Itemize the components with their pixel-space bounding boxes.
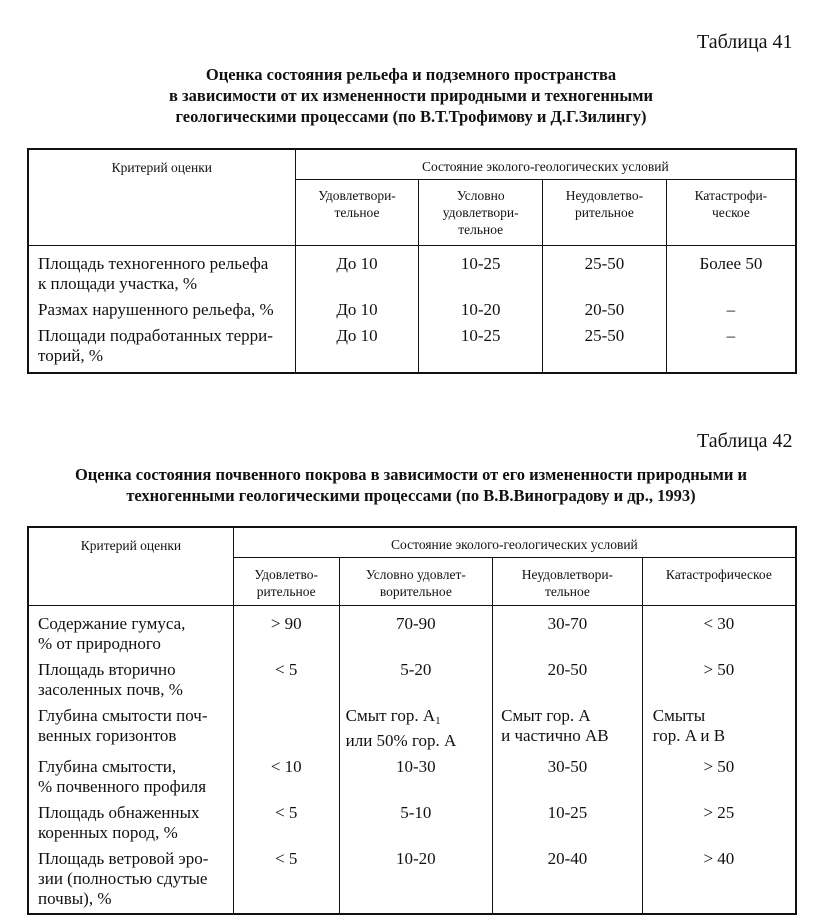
table-cell: 10-20 <box>339 843 493 914</box>
table-cell: 10-25 <box>419 246 543 295</box>
criterion-header: Критерий оценки <box>28 149 295 246</box>
table-cell: > 50 <box>642 654 796 700</box>
table-41-title-line-2: в зависимости от их измененности природными и техногенными <box>169 86 653 105</box>
table-cell: < 5 <box>233 654 339 700</box>
table-42-title <box>0 464 822 506</box>
table-41 <box>27 148 797 374</box>
row-label: Содержание гумуса, % от природного <box>38 614 186 653</box>
column-header: Неудовлетвори- тельное <box>493 558 643 606</box>
table-cell: 70-90 <box>339 606 493 655</box>
row-label: Площадь техногенного рельефа к площади участка, % <box>38 254 269 293</box>
row-label: Глубина смытости поч- венных горизонтов <box>38 706 208 745</box>
table-cell: 30-70 <box>493 606 643 655</box>
row-label: Площадь обнаженных коренных пород, % <box>38 803 200 842</box>
table-cell: 30-50 <box>493 751 643 797</box>
column-header: Условно удовлетвори- тельное <box>419 180 543 246</box>
table-41-title-line-1: Оценка состояния рельефа и подземного пространства <box>205 65 617 84</box>
table-row <box>28 294 796 320</box>
row-label: Глубина смытости, % почвенного профиля <box>38 757 207 796</box>
table-cell: Смыт гор. A и частично AB <box>493 700 643 751</box>
row-label: Площадь ветровой эро- зии (полностью сдутые почвы), % <box>38 849 209 908</box>
criterion-header: Критерий оценки <box>28 527 233 606</box>
column-header: Удовлетвори- тельное <box>295 180 419 246</box>
table-cell: До 10 <box>295 294 419 320</box>
state-header: Состояние эколого-геологических условий <box>233 527 796 558</box>
table-cell <box>233 700 339 751</box>
table-cell: 10-20 <box>419 294 543 320</box>
table-cell: 10-30 <box>339 751 493 797</box>
table-cell: 5-10 <box>339 797 493 843</box>
table-cell: < 5 <box>233 797 339 843</box>
table-cell: – <box>666 294 796 320</box>
table-cell: 25-50 <box>543 320 667 373</box>
column-header: Неудовлетво- рительное <box>543 180 667 246</box>
table-row <box>28 700 796 751</box>
table-42 <box>27 526 797 915</box>
row-label: Площади подработанных терри- торий, % <box>38 326 273 365</box>
column-header: Удовлетво- рительное <box>233 558 339 606</box>
table-row <box>28 843 796 914</box>
table-row <box>28 246 796 295</box>
table-row <box>28 606 796 655</box>
column-header: Условно удовлет- ворительное <box>339 558 493 606</box>
table-row <box>28 797 796 843</box>
table-cell: > 90 <box>233 606 339 655</box>
table-cell: > 50 <box>642 751 796 797</box>
table-row <box>28 320 796 373</box>
subscript: 1 <box>435 715 441 727</box>
table-41-title <box>0 64 822 127</box>
table-cell: < 5 <box>233 843 339 914</box>
row-label: Размах нарушенного рельефа, % <box>38 300 274 319</box>
table-cell: До 10 <box>295 246 419 295</box>
table-cell: Смыт гор. $A_1$ или 50% гор. A <box>339 700 493 751</box>
state-header: Состояние эколого-геологических условий <box>295 149 796 180</box>
table-cell: 5-20 <box>339 654 493 700</box>
table-cell: 20-50 <box>493 654 643 700</box>
table-cell: До 10 <box>295 320 419 373</box>
table-row <box>28 751 796 797</box>
table-41-title-line-3: геологическими процессами (по В.Т.Трофимову и Д.Г.Зилингу) <box>175 107 647 126</box>
table-cell: Смыты гор. A и B <box>642 700 796 751</box>
table-cell: > 25 <box>642 797 796 843</box>
table-cell: 20-40 <box>493 843 643 914</box>
table-41-label: Таблица 41 <box>697 31 793 53</box>
table-cell: Более 50 <box>666 246 796 295</box>
table-cell: 10-25 <box>419 320 543 373</box>
table-cell: 10-25 <box>493 797 643 843</box>
table-42-title-line-2: техногенными геологическими процессами (по В.В.Виноградову и др., 1993) <box>126 486 696 505</box>
table-42-title-line-1: Оценка состояния почвенного покрова в зависимости от его измененности природными и <box>74 465 748 484</box>
row-label: Площадь вторично засоленных почв, % <box>38 660 183 699</box>
table-cell: > 40 <box>642 843 796 914</box>
table-cell: 25-50 <box>543 246 667 295</box>
table-cell: – <box>666 320 796 373</box>
table-42-label: Таблица 42 <box>697 430 793 452</box>
column-header: Катастрофи- ческое <box>666 180 796 246</box>
table-row <box>28 654 796 700</box>
column-header: Катастрофическое <box>642 558 796 606</box>
table-cell: < 10 <box>233 751 339 797</box>
table-cell: < 30 <box>642 606 796 655</box>
table-cell: 20-50 <box>543 294 667 320</box>
